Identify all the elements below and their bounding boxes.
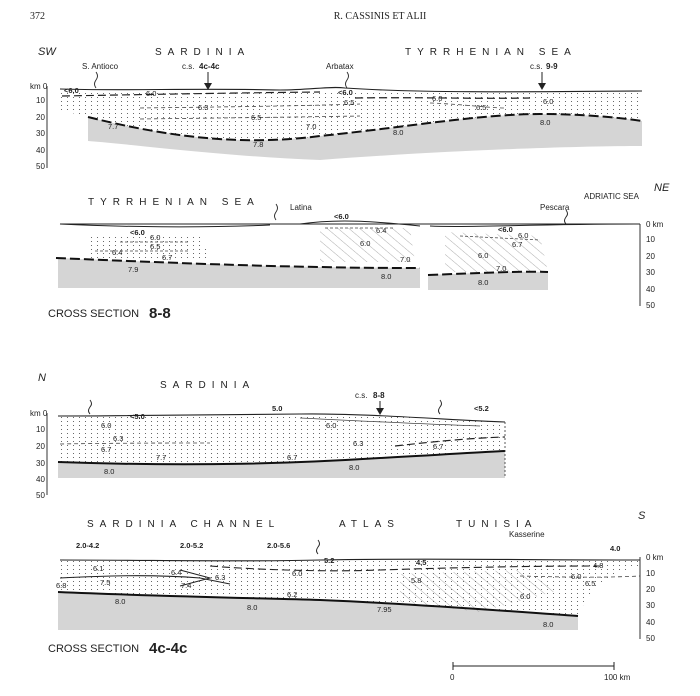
- vel-label: 4.0: [610, 544, 621, 553]
- vel-label: 6.1: [93, 564, 104, 573]
- cross-section-8-8-prefix: CROSS SECTION: [48, 308, 140, 320]
- depth-axis-left-3: [30, 409, 48, 500]
- vel-label: 8.0: [115, 597, 126, 606]
- vel-label: 6.0: [520, 592, 531, 601]
- depth-axis-right-2: [640, 220, 664, 310]
- cross-ref-8-prefix: c.s.: [355, 391, 368, 400]
- vel-label: <5.2: [474, 404, 489, 413]
- svg-text:10: 10: [646, 569, 655, 578]
- svg-text:50: 50: [646, 301, 655, 310]
- orientation-ne: NE: [654, 182, 670, 194]
- vel-label: 8.0: [540, 118, 551, 127]
- scale-bar: [450, 662, 631, 682]
- vel-label: <6.0: [130, 228, 145, 237]
- svg-text:50: 50: [646, 634, 655, 643]
- vel-label: 6.2: [287, 590, 298, 599]
- vel-label: <5.0: [130, 412, 145, 421]
- place-s-antioco: S. Antioco: [82, 62, 119, 71]
- vel-label: 7.8: [253, 140, 264, 149]
- vel-label: 8.0: [381, 272, 392, 281]
- place-latina: Latina: [290, 203, 312, 212]
- vel-label: 7.0: [400, 255, 411, 264]
- svg-text:20: 20: [36, 442, 45, 451]
- cross-ref-9-prefix: c.s.: [530, 62, 543, 71]
- vel-label: 6.4: [112, 248, 123, 257]
- cross-ref-9-code: 9-9: [546, 62, 558, 71]
- vel-label: 5.2: [324, 556, 335, 565]
- svg-text:30: 30: [646, 601, 655, 610]
- vel-label: 6.0: [543, 97, 554, 106]
- region-tyrrhenian-sea-2: TYRRHENIAN SEA: [88, 197, 260, 208]
- vel-label: 6.3: [198, 103, 209, 112]
- svg-text:km 0: km 0: [30, 409, 48, 418]
- region-sardinia-channel: SARDINIA CHANNEL: [87, 519, 281, 530]
- vel-label: 6.0: [150, 233, 161, 242]
- section-n-sardinia: [30, 372, 505, 500]
- vel-label: <6.0: [338, 88, 353, 97]
- svg-text:40: 40: [646, 285, 655, 294]
- vel-label: <6.0: [498, 225, 513, 234]
- vel-label: 6.7: [162, 253, 173, 262]
- vel-label: 8.0: [393, 128, 404, 137]
- svg-text:10: 10: [646, 235, 655, 244]
- section-4c-4c: [48, 510, 664, 657]
- vel-label: 2.0-4.2: [76, 541, 100, 550]
- vel-label: 6.8: [56, 581, 67, 590]
- vel-label: 2.0-5.6: [267, 541, 291, 550]
- vel-label: 8.0: [247, 603, 258, 612]
- cross-section-4c-prefix: CROSS SECTION: [48, 643, 140, 655]
- cross-section-4c-code: 4c-4c: [149, 640, 188, 657]
- region-sardinia-2: SARDINIA: [160, 380, 256, 391]
- orientation-s: S: [638, 510, 646, 522]
- vel-label: 4.5: [416, 558, 427, 567]
- region-tunisia: TUNISIA: [456, 519, 538, 530]
- vel-label: 2.0-5.2: [180, 541, 204, 550]
- svg-text:40: 40: [646, 618, 655, 627]
- vel-label: <6.0: [334, 212, 349, 221]
- orientation-sw: SW: [38, 46, 56, 58]
- vel-label: 8.0: [104, 467, 115, 476]
- svg-text:10: 10: [36, 96, 45, 105]
- svg-text:30: 30: [36, 129, 45, 138]
- place-kasserine: Kasserine: [509, 530, 545, 539]
- vel-label: 6.3: [113, 434, 124, 443]
- vel-label: 6.5: [585, 579, 596, 588]
- vel-label: 6.5: [476, 103, 487, 112]
- vel-label: 6.0: [478, 251, 489, 260]
- section-9-9: [30, 46, 642, 171]
- vel-label: 6.5: [150, 242, 161, 251]
- cross-section-8-8-code: 8-8: [149, 305, 171, 322]
- vel-label: 8.0: [543, 620, 554, 629]
- vel-label: 6.7: [287, 453, 298, 462]
- vel-label: 6.0: [326, 421, 337, 430]
- region-atlas: ATLAS: [339, 519, 400, 530]
- page-number: 372: [30, 11, 45, 22]
- region-sardinia: SARDINIA: [155, 47, 251, 58]
- vel-label: 7.4: [181, 581, 192, 590]
- depth-axis-left-1: [30, 82, 48, 171]
- svg-text:20: 20: [646, 252, 655, 261]
- depth-axis-right-4: [640, 553, 664, 643]
- vel-label: 7.7: [156, 453, 167, 462]
- vel-label: 5.8: [411, 576, 422, 585]
- vel-label: 6.7: [101, 445, 112, 454]
- vel-label: 8.0: [478, 278, 489, 287]
- vel-label: 6.0: [518, 231, 529, 240]
- svg-text:50: 50: [36, 491, 45, 500]
- cross-ref-8-code: 8-8: [373, 391, 385, 400]
- svg-text:0 km: 0 km: [646, 220, 664, 229]
- svg-text:0 km: 0 km: [646, 553, 664, 562]
- svg-text:50: 50: [36, 162, 45, 171]
- vel-label: 7.0: [496, 264, 507, 273]
- running-title: R. CASSINIS ET ALII: [333, 11, 427, 22]
- vel-label: 6.7: [433, 442, 444, 451]
- vel-label: 7.7: [108, 122, 119, 131]
- vel-label: 6.3: [215, 573, 226, 582]
- vel-label: 7.95: [377, 605, 392, 614]
- region-adriatic-sea: ADRIATIC SEA: [584, 192, 639, 201]
- svg-text:0: 0: [450, 673, 455, 682]
- vel-label: 6.0: [571, 572, 582, 581]
- section-8-8: [48, 182, 670, 322]
- svg-text:10: 10: [36, 425, 45, 434]
- vel-label: 6.0: [146, 89, 157, 98]
- vel-label: 6.3: [353, 439, 364, 448]
- vel-label: 6.0: [432, 94, 443, 103]
- vel-label: 6.0: [360, 239, 371, 248]
- vel-label: 6.0: [292, 569, 303, 578]
- svg-text:km 0: km 0: [30, 82, 48, 91]
- cross-ref-4c-prefix: c.s.: [182, 62, 195, 71]
- vel-label: 6.7: [512, 240, 523, 249]
- vel-label: 7.9: [128, 265, 139, 274]
- svg-text:20: 20: [36, 113, 45, 122]
- vel-label: 7.5: [100, 578, 111, 587]
- cross-ref-4c-code: 4c-4c: [199, 62, 220, 71]
- svg-text:100 km: 100 km: [604, 673, 631, 682]
- place-arbatax: Arbatax: [326, 62, 354, 71]
- orientation-n: N: [38, 372, 46, 384]
- svg-text:30: 30: [646, 268, 655, 277]
- place-pescara: Pescara: [540, 203, 570, 212]
- svg-text:20: 20: [646, 585, 655, 594]
- svg-text:30: 30: [36, 459, 45, 468]
- svg-text:40: 40: [36, 146, 45, 155]
- vel-label: 6.5: [251, 113, 262, 122]
- vel-label: 4.8: [593, 561, 604, 570]
- vel-label: 6.0: [101, 421, 112, 430]
- vel-label: <6.0: [64, 86, 79, 95]
- vel-label: 6.4: [376, 226, 387, 235]
- vel-label: 7.0: [306, 122, 317, 131]
- svg-text:40: 40: [36, 475, 45, 484]
- vel-label: 6.5: [344, 98, 355, 107]
- vel-label: 6.4: [171, 568, 182, 577]
- region-tyrrhenian-sea: TYRRHENIAN SEA: [405, 47, 577, 58]
- vel-label: 5.0: [272, 404, 283, 413]
- vel-label: 8.0: [349, 463, 360, 472]
